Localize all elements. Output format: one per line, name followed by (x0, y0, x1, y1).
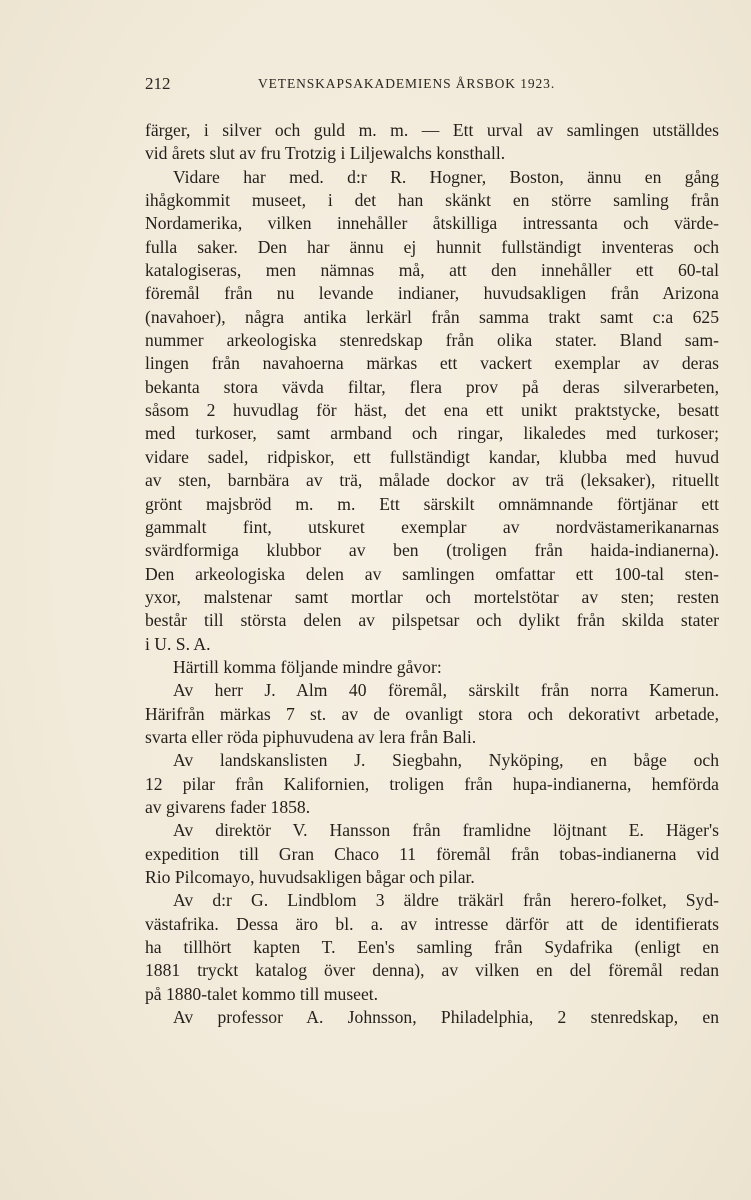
text-line: Av landskanslisten J. Siegbahn, Nyköping, en båge och (173, 750, 719, 771)
text-line: katalogiseras, men nämnas må, att den innehåller ett 60-tal (145, 260, 719, 281)
text-line: föremål från nu levande indianer, huvudsakligen från Arizona (145, 283, 719, 304)
text-line: i U. S. A. (145, 633, 211, 654)
text-line: färger, i silver och guld m. m. — Ett urval av samlingen utställdes (145, 120, 719, 140)
text-line: gammalt fint, utskuret exemplar av nordvästamerikanarnas (145, 516, 719, 537)
text-line: såsom 2 huvudlag för häst, det ena ett unikt praktstycke, besatt (145, 400, 719, 421)
text-line: av sten, barnbära av trä, målade dockor av trä (leksaker), rituellt (145, 470, 719, 491)
text-line: 1881 tryckt katalog över denna), av vilken en del föremål redan (145, 960, 719, 981)
text-line: vid årets slut av fru Trotzig i Liljewalchs konsthall. (145, 143, 506, 164)
text-line: Av direktör V. Hansson från framlidne löjtnant E. Häger's (173, 820, 719, 841)
text-line: (navahoer), några antika lerkärl från samma trakt samt c:a 625 (145, 306, 719, 327)
text-line: ha tillhört kapten T. Een's samling från Sydafrika (enligt en (145, 937, 719, 958)
text-line: på 1880-talet kommo till museet. (145, 983, 379, 1004)
text-line: Nordamerika, vilken innehåller åtskilliga intressanta och värde- (145, 213, 719, 234)
text-line: Rio Pilcomayo, huvudsakligen bågar och pilar. (145, 867, 475, 887)
text-line: lingen från navahoerna märkas ett vackert exemplar av deras (145, 353, 719, 374)
text-line: består till största delen av pilspetsar och dylikt från skilda stater (145, 610, 719, 631)
text-line: bekanta stora vävda filtar, flera prov på deras silverarbeten, (145, 376, 719, 397)
text-line: 12 pilar från Kalifornien, troligen från hupa-indianerna, hemförda (145, 773, 719, 794)
text-line: västafrika. Dessa äro bl. a. av intresse därför att de identifierats (145, 913, 719, 934)
body-text (145, 119, 719, 1029)
text-line: grönt majsbröd m. m. Ett särskilt omnämnande förtjänar ett (145, 493, 719, 514)
text-line: nummer arkeologiska stenredskap från olika stater. Bland sam- (145, 330, 719, 351)
text-line: av givarens fader 1858. (145, 796, 311, 817)
text-line: expedition till Gran Chaco 11 föremål från tobas-indianerna vid (145, 843, 719, 864)
text-line: med turkoser, samt armband och ringar, likaledes med turkoser; (145, 423, 719, 444)
text-line: Av d:r G. Lindblom 3 äldre träkärl från herero-folket, Syd- (173, 890, 719, 911)
text-line: svarta eller röda piphuvudena av lera från Bali. (145, 726, 477, 747)
text-line: Av professor A. Johnsson, Philadelphia, 2 stenredskap, en (173, 1007, 719, 1028)
text-line: Den arkeologiska delen av samlingen omfattar ett 100-tal sten- (145, 563, 719, 584)
text-line: Av herr J. Alm 40 föremål, särskilt från norra Kamerun. (173, 680, 719, 701)
text-line: Härifrån märkas 7 st. av de ovanligt stora och dekorativt arbetade, (145, 703, 719, 724)
text-line: vidare sadel, ridpiskor, ett fullständigt kandar, klubba med huvud (145, 446, 719, 467)
text-line: yxor, malstenar samt mortlar och mortelstötar av sten; resten (145, 586, 719, 607)
page-number: 212 (145, 74, 171, 93)
running-title: VETENSKAPSAKADEMIENS ÅRSBOK 1923. (258, 76, 556, 91)
text-line: ihågkommit museet, i det han skänkt en större samling från (145, 190, 719, 211)
text-line: Härtill komma följande mindre gåvor: (173, 656, 442, 677)
text-line: fulla saker. Den har ännu ej hunnit fullständigt inventeras och (145, 236, 719, 257)
text-line: Vidare har med. d:r R. Hogner, Boston, ännu en gång (173, 166, 719, 187)
running-head (145, 74, 719, 98)
text-line: svärdformiga klubbor av ben (troligen från haida-indianerna). (145, 540, 719, 561)
